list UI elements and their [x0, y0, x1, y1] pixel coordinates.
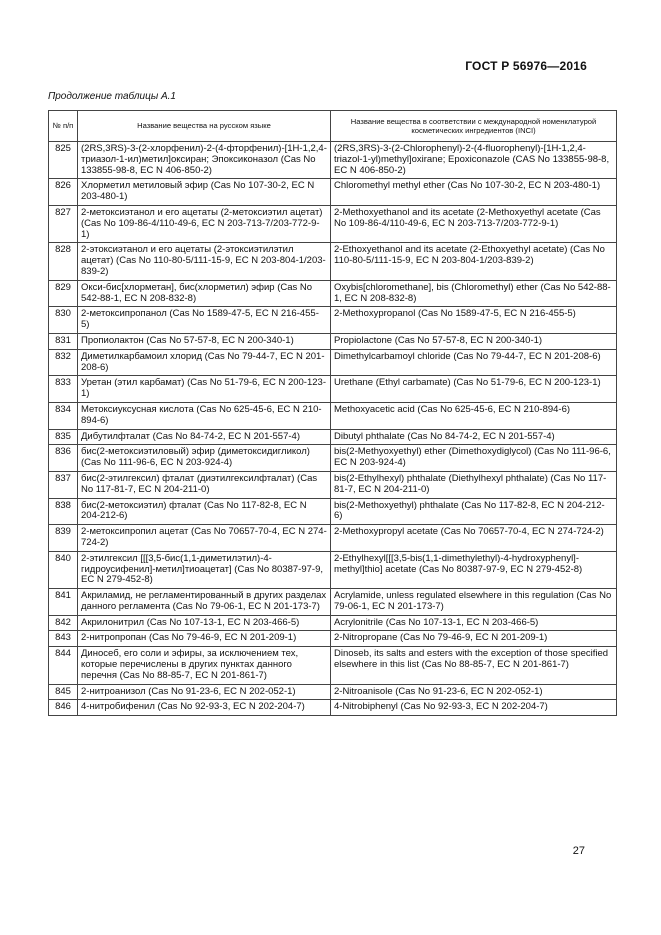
row-number: 845 — [49, 684, 78, 700]
russian-name-cell: 2-метоксипропанол (Cas No 1589-47-5, EC N 216-455-5) — [78, 307, 331, 334]
inci-name-cell: bis(2-Ethylhexyl) phthalate (Diethylhexyl phthalate) (Cas No 117-81-7, EC N 204-211-0) — [331, 471, 617, 498]
column-header-number: № п/п — [49, 111, 78, 142]
row-number: 826 — [49, 179, 78, 206]
russian-name-cell: 4-нитробифенил (Cas No 92-93-3, EC N 202-204-7) — [78, 700, 331, 716]
table-row — [49, 631, 617, 647]
inci-name-cell: 2-Ethylhexyl[[[3,5-bis(1,1-dimethylethyl)-4-hydroxyphenyl]-methyl]thio] acetate (Cas No 80387-97-9, EC N 279-452-8) — [331, 551, 617, 588]
table-continuation-caption: Продолжение таблицы А.1 — [48, 91, 176, 102]
table-row — [49, 243, 617, 280]
table-header-row — [49, 111, 617, 142]
inci-name-cell: bis(2-Methyoxyethyl) ether (Dimethoxydiglycol) (Cas No 111-96-6, EC N 203-924-4) — [331, 445, 617, 472]
table-row — [49, 700, 617, 716]
table-row — [49, 445, 617, 472]
russian-name-cell: Окси-бис[хлорметан], бис(хлорметил) эфир (Cas No 542-88-1, EC N 208-832-8) — [78, 280, 331, 307]
row-number: 830 — [49, 307, 78, 334]
table-row — [49, 205, 617, 242]
russian-name-cell: Хлорметил метиловый эфир (Cas No 107-30-2, EC N 203-480-1) — [78, 179, 331, 206]
row-number: 825 — [49, 142, 78, 179]
russian-name-cell: 2-нитроанизол (Cas No 91-23-6, EC N 202-052-1) — [78, 684, 331, 700]
russian-name-cell: (2RS,3RS)-3-(2-хлорфенил)-2-(4-фторфенил)-[1Н-1,2,4-триазол-1-ил)метил]оксиран; Эпоксиконазол (Cas No 133855-98-8, EC N 406-850-2) — [78, 142, 331, 179]
russian-name-cell: Акриламид, не регламентированный в других разделах данного регламента (Cas No 79-06-1, EC N 201-173-7) — [78, 589, 331, 616]
table-row — [49, 684, 617, 700]
table-row — [49, 142, 617, 179]
inci-name-cell: Propiolactone (Cas No 57-57-8, EC N 200-340-1) — [331, 333, 617, 349]
russian-name-cell: Диметилкарбамоил хлорид (Cas No 79-44-7, EC N 201-208-6) — [78, 349, 331, 376]
inci-name-cell: Chloromethyl methyl ether (Cas No 107-30-2, EC N 203-480-1) — [331, 179, 617, 206]
inci-name-cell: Oxybis[chloromethane], bis (Chloromethyl) ether (Cas No 542-88-1, EC N 208-832-8) — [331, 280, 617, 307]
russian-name-cell: Акрилонитрил (Cas No 107-13-1, EC N 203-466-5) — [78, 615, 331, 631]
russian-name-cell: Пропиолактон (Cas No 57-57-8, EC N 200-340-1) — [78, 333, 331, 349]
russian-name-cell: Диносеб, его соли и эфиры, за исключением тех, которые перечислены в других пунктах данного перечня (Cas No 88-85-7, EC N 201-861-7) — [78, 647, 331, 684]
row-number: 842 — [49, 615, 78, 631]
row-number: 844 — [49, 647, 78, 684]
russian-name-cell: 2-нитропропан (Cas No 79-46-9, EC N 201-209-1) — [78, 631, 331, 647]
inci-name-cell: Acrylamide, unless regulated elsewhere in this regulation (Cas No 79-06-1, EC N 201-173-7) — [331, 589, 617, 616]
table-row — [49, 402, 617, 429]
russian-name-cell: 2-этилгексил [[[3,5-бис(1,1-диметилэтил)-4-гидроусифенил]-метил]тиоацетат] (Cas No 80387-97-9, EC N 279-452-8) — [78, 551, 331, 588]
table-row — [49, 589, 617, 616]
substances-table — [48, 110, 617, 716]
row-number: 839 — [49, 525, 78, 552]
inci-name-cell: 4-Nitrobiphenyl (Cas No 92-93-3, EC N 202-204-7) — [331, 700, 617, 716]
row-number: 843 — [49, 631, 78, 647]
inci-name-cell: 2-Methoxypropyl acetate (Cas No 70657-70-4, EC N 274-724-2) — [331, 525, 617, 552]
row-number: 837 — [49, 471, 78, 498]
page-number: 27 — [572, 845, 585, 857]
row-number: 841 — [49, 589, 78, 616]
table-row — [49, 179, 617, 206]
table-row — [49, 280, 617, 307]
table-row — [49, 471, 617, 498]
inci-name-cell: bis(2-Methoxyethyl) phthalate (Cas No 117-82-8, EC N 204-212-6) — [331, 498, 617, 525]
column-header-russian-name: Название вещества на русском языке — [78, 111, 331, 142]
russian-name-cell: 2-метоксиэтанол и его ацетаты (2-метоксиэтил ацетат) (Cas No 109-86-4/110-49-6, EC N 203-713-7/203-772-9-1) — [78, 205, 331, 242]
inci-name-cell: Dibutyl phthalate (Cas No 84-74-2, EC N 201-557-4) — [331, 429, 617, 445]
inci-name-cell: 2-Nitroanisole (Cas No 91-23-6, EC N 202-052-1) — [331, 684, 617, 700]
row-number: 840 — [49, 551, 78, 588]
inci-name-cell: Dimethylcarbamoyl chloride (Cas No 79-44-7, EC N 201-208-6) — [331, 349, 617, 376]
row-number: 829 — [49, 280, 78, 307]
russian-name-cell: Метоксиуксусная кислота (Cas No 625-45-6, EC N 210-894-6) — [78, 402, 331, 429]
row-number: 833 — [49, 376, 78, 403]
inci-name-cell: Acrylonitrile (Cas No 107-13-1, EC N 203-466-5) — [331, 615, 617, 631]
russian-name-cell: 2-метоксипропил ацетат (Cas No 70657-70-4, EC N 274-724-2) — [78, 525, 331, 552]
russian-name-cell: бис(2-метоксиэтиловый) эфир (диметоксидигликол) (Cas No 111-96-6, EC N 203-924-4) — [78, 445, 331, 472]
russian-name-cell: Уретан (этил карбамат) (Cas No 51-79-6, EC N 200-123-1) — [78, 376, 331, 403]
row-number: 831 — [49, 333, 78, 349]
row-number: 836 — [49, 445, 78, 472]
russian-name-cell: Дибутилфталат (Cas No 84-74-2, EC N 201-557-4) — [78, 429, 331, 445]
inci-name-cell: 2-Methoxypropanol (Cas No 1589-47-5, EC N 216-455-5) — [331, 307, 617, 334]
inci-name-cell: Dinoseb, its salts and esters with the exception of those specified elsewhere in this list (Cas No 88-85-7, EC N 201-861-7) — [331, 647, 617, 684]
russian-name-cell: бис(2-этилгексил) фталат (диэтилгексилфталат) (Cas No 117-81-7, EC N 204-211-0) — [78, 471, 331, 498]
inci-name-cell: 2-Methoxyethanol and its acetate (2-Methoxyethyl acetate (Cas No 109-86-4/110-49-6, EC N 203-713-7/203-772-9-1) — [331, 205, 617, 242]
row-number: 846 — [49, 700, 78, 716]
table-body — [49, 142, 617, 716]
row-number: 838 — [49, 498, 78, 525]
table-row — [49, 429, 617, 445]
row-number: 828 — [49, 243, 78, 280]
russian-name-cell: 2-этоксиэтанол и его ацетаты (2-этоксиэтилэтил ацетат) (Cas No 110-80-5/111-15-9, EC N 203-804-1/203-839-2) — [78, 243, 331, 280]
table-row — [49, 615, 617, 631]
row-number: 832 — [49, 349, 78, 376]
table-row — [49, 349, 617, 376]
table-row — [49, 307, 617, 334]
table-row — [49, 551, 617, 588]
table-row — [49, 333, 617, 349]
table-row — [49, 498, 617, 525]
russian-name-cell: бис(2-метоксиэтил) фталат (Cas No 117-82-8, EC N 204-212-6) — [78, 498, 331, 525]
inci-name-cell: Urethane (Ethyl carbamate) (Cas No 51-79-6, EC N 200-123-1) — [331, 376, 617, 403]
row-number: 827 — [49, 205, 78, 242]
standard-designation: ГОСТ Р 56976—2016 — [465, 59, 587, 73]
table-row — [49, 376, 617, 403]
inci-name-cell: (2RS,3RS)-3-(2-Chlorophenyl)-2-(4-fluorophenyl)-[1H-1,2,4-triazol-1-yl)methyl]oxirane; Epoxiconazole (CAS No 133855-98-8, EC N 406-850-2) — [331, 142, 617, 179]
table-row — [49, 647, 617, 684]
column-header-inci-name: Название вещества в соответствии с международной номенклатурой косметических ингредиентов (INCI) — [331, 111, 617, 142]
row-number: 834 — [49, 402, 78, 429]
inci-name-cell: Methoxyacetic acid (Cas No 625-45-6, EC N 210-894-6) — [331, 402, 617, 429]
table-row — [49, 525, 617, 552]
inci-name-cell: 2-Nitropropane (Cas No 79-46-9, EC N 201-209-1) — [331, 631, 617, 647]
row-number: 835 — [49, 429, 78, 445]
inci-name-cell: 2-Ethoxyethanol and its acetate (2-Ethoxyethyl acetate) (Cas No 110-80-5/111-15-9, EC N 203-804-1/203-839-2) — [331, 243, 617, 280]
